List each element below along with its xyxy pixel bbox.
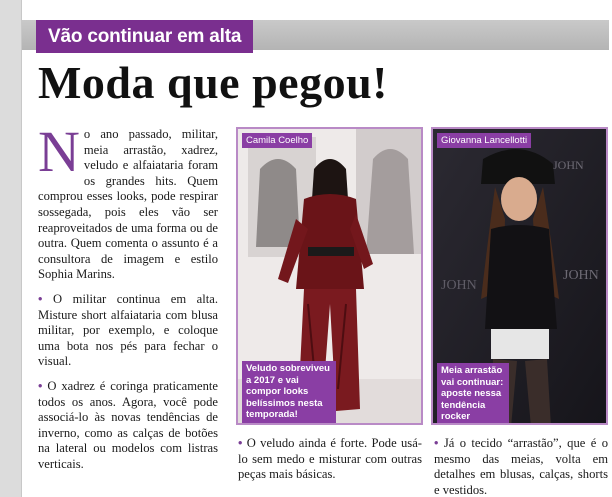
photo-caption: Veludo sobreviveu a 2017 e vai compor looks belíssimos nesta temporada!	[242, 361, 336, 423]
headline: Moda que pegou!	[38, 57, 388, 108]
bullet-dot-icon: •	[38, 291, 43, 306]
page-margin	[0, 0, 22, 497]
bullet-dot-icon: •	[434, 436, 439, 450]
photo-giovanna	[431, 127, 608, 425]
bullet-paragraph	[38, 292, 218, 370]
section-label: Vão continuar em alta	[36, 20, 253, 53]
bullet-text: O xadrez é coringa praticamente todos os anos. Agora, você pode associá-lo às novas tendências de inverno, como as calças de botões na lateral ou modelos com listras verticais.	[38, 378, 218, 471]
dropcap: N	[38, 119, 80, 184]
bullet-paragraph	[38, 379, 218, 473]
article-column	[38, 119, 219, 481]
photo-text-body: Já o tecido “arrastão”, que é o mesmo das meias, volta em detalhes em blusas, calças, shorts e vestidos.	[434, 436, 609, 497]
photo-caption: Meia arrastão vai continuar: aposte nessa tendência rocker	[437, 363, 509, 425]
bullet-dot-icon: •	[238, 436, 243, 450]
bullet-text: O militar continua em alta. Misture short alfaiataria com blusa militar, por exemplo, e coloque uma bota nos pés para fechar o visual.	[38, 291, 219, 369]
bullet-dot-icon: •	[38, 378, 43, 393]
name-tag: Camila Coelho	[242, 133, 312, 148]
photo-text-body: O veludo ainda é forte. Pode usá-lo sem medo e misturar com outras peças mais básicas.	[238, 436, 422, 482]
photo-text	[434, 436, 608, 497]
photo-camila	[236, 127, 423, 425]
intro-text: o ano passado, militar, meia arrastão, xadrez, veludo e alfaiataria foram os grandes hits. Quem comprou esses looks, pode respirar sossegada, pois eles vão ser reaproveitados de uma forma ou de outra. Quem comenta o assunto é a consultora de imagem e estilo Sophia Marins.	[38, 127, 218, 282]
svg-text:JOHN: JOHN	[563, 268, 599, 283]
name-tag: Giovanna Lancellotti	[437, 133, 531, 148]
svg-text:JOHN: JOHN	[553, 158, 584, 172]
svg-text:JOHN: JOHN	[441, 278, 477, 293]
intro-paragraph	[38, 119, 218, 283]
photo-text	[238, 436, 422, 483]
